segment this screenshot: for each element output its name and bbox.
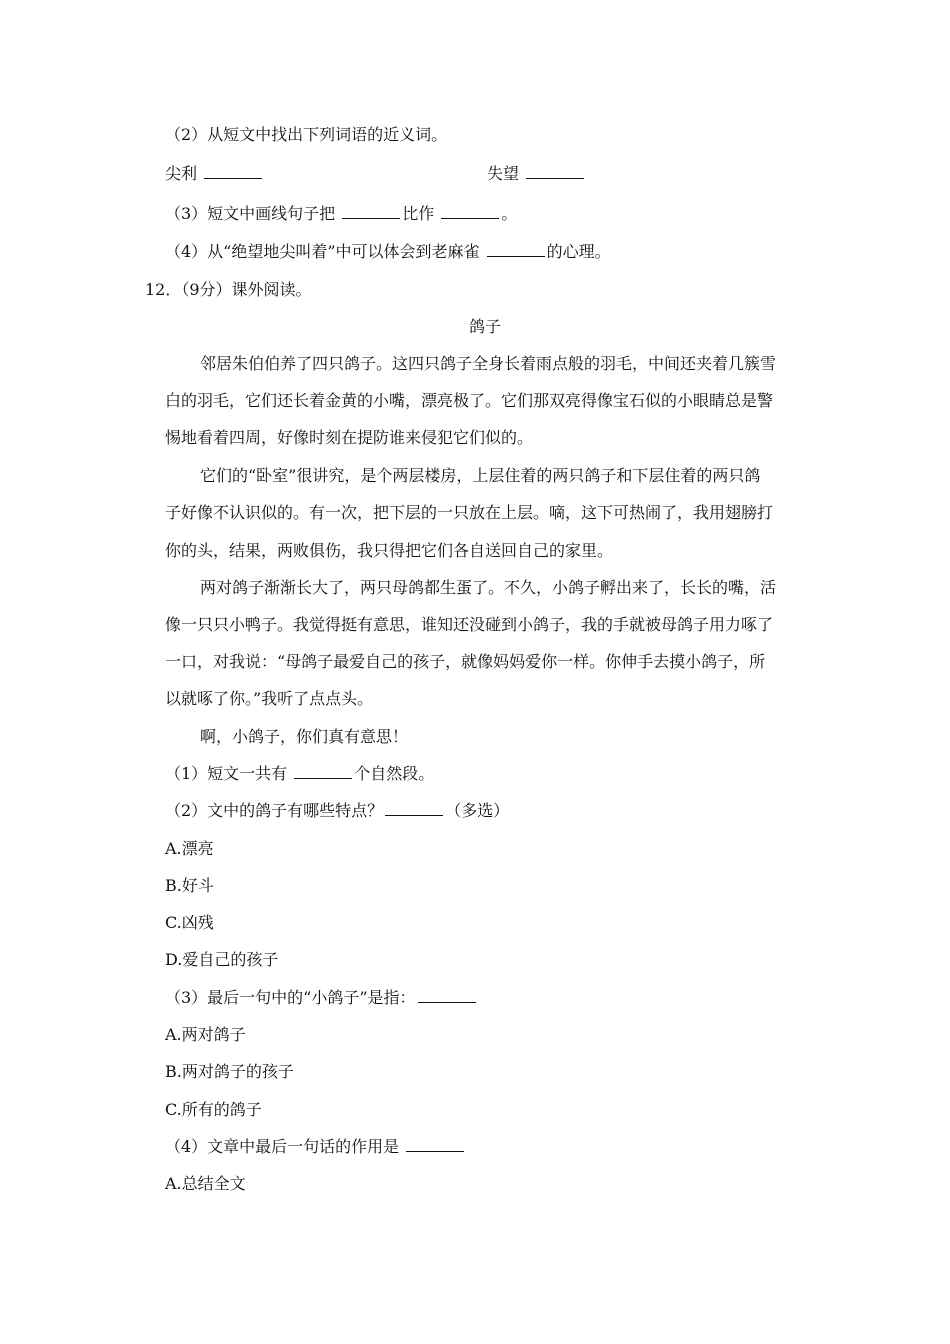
q11-synonym-row-1	[165, 164, 264, 184]
q11-sub4	[165, 242, 611, 262]
answer-blank[interactable]	[204, 164, 262, 179]
answer-blank[interactable]	[406, 1137, 464, 1152]
q11-sub3	[165, 204, 517, 224]
q12-sub4-text: （4）文章中最后一句话的作用是	[165, 1137, 400, 1156]
q12-sub3	[165, 988, 478, 1008]
passage-line: 子好像不认识似的。有一次，把下层的一只放在上层。嘀，这下可热闹了，我用翅膀打	[165, 503, 774, 522]
option-c[interactable]: C.所有的鸽子	[165, 1100, 262, 1119]
answer-blank[interactable]	[342, 204, 400, 219]
passage-line: 惕地看着四周，好像时刻在提防谁来侵犯它们似的。	[165, 428, 534, 447]
passage-line: 以就啄了你。”我听了点点头。	[165, 689, 374, 708]
q11-sub2: （2）从短文中找出下列词语的近义词。	[165, 125, 448, 144]
passage-line: 它们的“卧室”很讲究，是个两层楼房，上层住着的两只鸽子和下层住着的两只鸽	[200, 466, 761, 485]
answer-blank[interactable]	[418, 988, 476, 1003]
answer-blank[interactable]	[526, 164, 584, 179]
q12-sub2-text-b: （多选）	[445, 801, 510, 820]
passage-line: 邻居朱伯伯养了四只鸽子。这四只鸽子全身长着雨点般的羽毛，中间还夹着几簇雪	[200, 354, 777, 373]
q11-word-1: 尖利	[165, 164, 198, 183]
q12-header: 12．（9分）课外阅读。	[145, 280, 312, 299]
q11-sub4-text-b: 的心理。	[546, 242, 611, 261]
passage-line: 白的羽毛，它们还长着金黄的小嘴，漂亮极了。它们那双亮得像宝石似的小眼睛总是警	[165, 391, 774, 410]
q12-sub1-text-b: 个自然段。	[354, 764, 435, 783]
q11-synonym-row-2	[487, 164, 586, 184]
q11-sub3-text-c: 。	[501, 204, 518, 223]
q12-sub2-text-a: （2）文中的鸽子有哪些特点？	[165, 801, 384, 820]
answer-blank[interactable]	[385, 801, 443, 816]
passage-line: 像一只只小鸭子。我觉得挺有意思，谁知还没碰到小鸽子，我的手就被母鸽子用力啄了	[165, 615, 774, 634]
q11-sub3-text-a: （3）短文中画线句子把	[165, 204, 336, 223]
answer-blank[interactable]	[294, 764, 352, 779]
q12-sub1-text-a: （1）短文一共有	[165, 764, 288, 783]
passage-line: 两对鸽子渐渐长大了，两只母鸽都生蛋了。不久，小鸽子孵出来了，长长的嘴，活	[200, 578, 777, 597]
passage-line: 一口，对我说：“母鸽子最爱自己的孩子，就像妈妈爱你一样。你伸手去摸小鸽子，所	[165, 652, 766, 671]
option-c[interactable]: C.凶残	[165, 913, 214, 932]
q12-sub4	[165, 1137, 466, 1157]
option-a[interactable]: A.两对鸽子	[165, 1025, 246, 1044]
q12-sub1	[165, 764, 434, 784]
passage-line: 啊，小鸽子，你们真有意思！	[200, 727, 409, 746]
q11-word-2: 失望	[487, 164, 520, 183]
q12-sub3-text: （3）最后一句中的“小鸽子”是指：	[165, 988, 416, 1007]
q12-sub2	[165, 801, 509, 821]
passage-line: 你的头，结果，两败俱伤，我只得把它们各自送回自己的家里。	[165, 541, 614, 560]
passage-title: 鸽子	[468, 317, 501, 336]
option-b[interactable]: B.两对鸽子的孩子	[165, 1062, 294, 1081]
option-a[interactable]: A.总结全文	[165, 1174, 246, 1193]
q11-sub3-text-b: 比作	[402, 204, 435, 223]
option-b[interactable]: B.好斗	[165, 876, 214, 895]
answer-blank[interactable]	[487, 242, 545, 257]
q11-sub4-text-a: （4）从“绝望地尖叫着”中可以体会到老麻雀	[165, 242, 480, 261]
option-a[interactable]: A.漂亮	[165, 839, 214, 858]
answer-blank[interactable]	[441, 204, 499, 219]
option-d[interactable]: D.爱自己的孩子	[165, 950, 279, 969]
